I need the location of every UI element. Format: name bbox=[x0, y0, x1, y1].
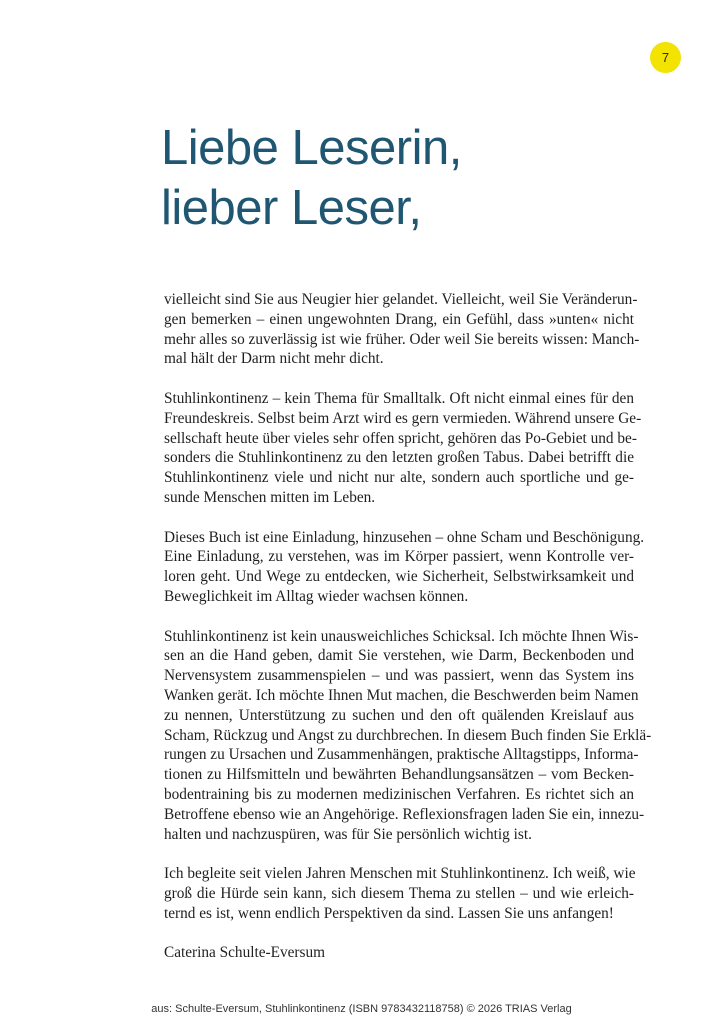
page-number-badge bbox=[650, 42, 681, 73]
text-line: halten und nachzuspüren, was für Sie persönlich wichtig ist. bbox=[164, 825, 532, 843]
text-line: tionen zu Hilfsmitteln und bewährten Behandlungsansätzen – vom Becken- bbox=[164, 766, 634, 784]
text-line: Betroffene ebenso wie an Angehörige. Reflexionsfragen laden Sie ein, innezu- bbox=[164, 805, 645, 823]
text-line: ternd es ist, wenn endlich Perspektiven da sind. Lassen Sie uns anfangen! bbox=[164, 904, 614, 922]
paragraph bbox=[164, 290, 640, 369]
text-line: rungen zu Ursachen und Zusammenhängen, praktische Alltagstipps, Informa- bbox=[164, 746, 639, 764]
text-line: Nervensystem zusammenspielen – und was passiert, wenn das System ins bbox=[164, 667, 634, 685]
text-line: Stuhlinkontinenz – kein Thema für Smalltalk. Oft nicht einmal eines für den bbox=[164, 389, 634, 407]
text-line: mal hält der Darm nicht mehr dicht. bbox=[164, 350, 384, 368]
text-line: Wanken gerät. Ich möchte Ihnen Mut machen, die Beschwerden beim Namen bbox=[164, 686, 639, 704]
text-line: Eine Einladung, zu verstehen, was im Körper passiert, wenn Kontrolle ver- bbox=[164, 548, 634, 566]
text-line: Stuhlinkontinenz viele und nicht nur alte, sondern auch sportliche und ge- bbox=[164, 469, 634, 487]
text-line: vielleicht sind Sie aus Neugier hier gelandet. Vielleicht, weil Sie Veränderun- bbox=[164, 291, 638, 308]
text-line: Scham, Rückzug und Angst zu durchbrechen. In diesem Buch finden Sie Erklä- bbox=[164, 726, 652, 744]
page-title bbox=[161, 118, 462, 238]
text-line: Ich begleite seit vielen Jahren Menschen mit Stuhlinkontinenz. Ich weiß, wie bbox=[164, 865, 636, 883]
text-line: sen an die Hand geben, damit Sie verstehen, wie Darm, Beckenboden und bbox=[164, 647, 634, 665]
text-line: sellschaft heute über vieles sehr offen spricht, gehören das Po-Gebiet und be- bbox=[164, 429, 637, 447]
text-line: groß die Hürde sein kann, sich diesem Thema zu stellen – und wie erleich- bbox=[164, 884, 634, 902]
paragraph bbox=[164, 389, 642, 508]
text-line: sonders die Stuhlinkontinenz zu den letzten großen Tabus. Dabei betrifft die bbox=[164, 449, 634, 467]
text-line: Dieses Buch ist eine Einladung, hinzusehen – ohne Scham und Beschönigung. bbox=[164, 528, 645, 546]
text-line: loren geht. Und Wege zu entdecken, wie Sicherheit, Selbstwirksamkeit und bbox=[164, 568, 634, 586]
text-line: gen bemerken – einen ungewohnten Drang, ein Gefühl, dass »unten« nicht bbox=[164, 310, 634, 328]
text-line: sunde Menschen mitten im Leben. bbox=[164, 488, 376, 506]
author-signature: Caterina Schulte-Eversum bbox=[164, 944, 325, 962]
body-text bbox=[164, 290, 652, 983]
text-line: bodentraining bis zu modernen medizinischen Verfahren. Es richtet sich an bbox=[164, 785, 634, 803]
source-footer: aus: Schulte-Eversum, Stuhlinkontinenz (ISBN 9783432118758) © 2026 TRIAS Verlag bbox=[151, 1003, 572, 1015]
title-line-2: lieber Leser, bbox=[161, 181, 422, 235]
text-line: Beweglichkeit im Alltag wieder wachsen können. bbox=[164, 587, 469, 605]
paragraph bbox=[164, 528, 645, 607]
page-number: 7 bbox=[661, 50, 670, 65]
paragraph bbox=[164, 864, 634, 923]
title-line-1: Liebe Leserin, bbox=[161, 121, 462, 175]
paragraph bbox=[164, 627, 652, 845]
text-line: Stuhlinkontinenz ist kein unausweichliches Schicksal. Ich möchte Ihnen Wis- bbox=[164, 627, 639, 645]
text-line: mehr alles so zuverlässig ist wie früher. Oder weil Sie bereits wissen: Manch- bbox=[164, 330, 640, 348]
text-line: zu nennen, Unterstützung zu suchen und den oft quälenden Kreislauf aus bbox=[164, 706, 634, 724]
text-line: Freundeskreis. Selbst beim Arzt wird es gern vermieden. Während unsere Ge- bbox=[164, 409, 642, 427]
